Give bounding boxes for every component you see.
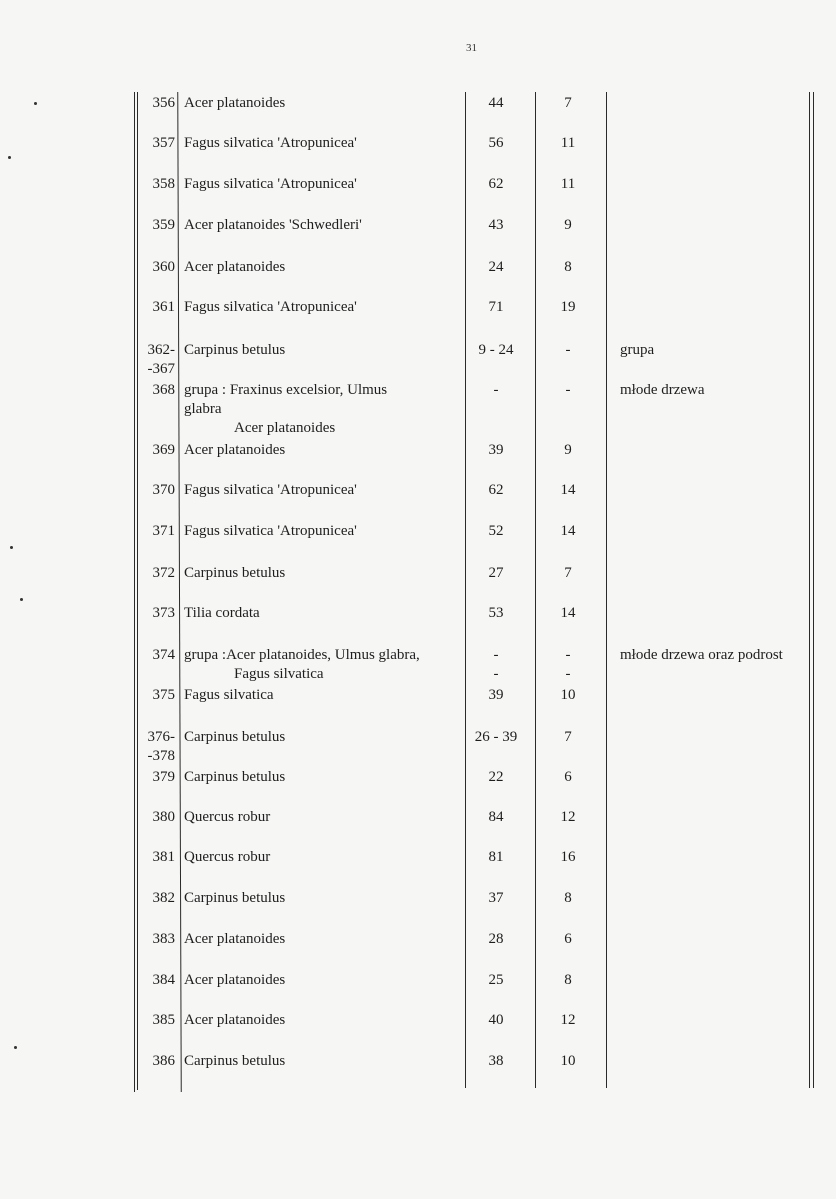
tree-number-cell [133, 971, 175, 990]
tree-number-continued: -367 [147, 361, 175, 377]
tree-number: 380 [152, 809, 175, 825]
height-cell [532, 604, 604, 623]
diameter-value: 53 [488, 605, 504, 621]
diameter-value: 22 [488, 769, 504, 785]
diameter-cell [456, 522, 536, 541]
table-row [0, 686, 836, 726]
height-value: 6 [564, 769, 572, 785]
diameter-value: 39 [488, 442, 504, 458]
species-name: Fagus silvatica 'Atropunicea' [184, 299, 357, 315]
height-value: 8 [564, 890, 572, 906]
height-cell [532, 341, 604, 360]
tree-number-cell [133, 216, 175, 235]
diameter-value: 43 [488, 217, 504, 233]
tree-number: 357 [152, 135, 175, 151]
tree-number: 381 [152, 849, 175, 865]
diameter-cell [456, 481, 536, 500]
tree-number-cell [133, 1052, 175, 1071]
height-value: 10 [560, 1053, 576, 1069]
diameter-value: 40 [488, 1012, 504, 1028]
height-cell [532, 1052, 604, 1071]
tree-number-cell [133, 298, 175, 317]
tree-number-cell [133, 646, 175, 665]
diameter-cell [456, 216, 536, 235]
species-name: Acer platanoides [184, 95, 286, 111]
diameter-value: 9 - 24 [478, 342, 514, 358]
table-row [0, 971, 836, 1011]
diameter-value: 84 [488, 809, 504, 825]
tree-number-cell [133, 175, 175, 194]
diameter-cell [456, 971, 536, 990]
table-row [0, 441, 836, 481]
species-name: grupa :Acer platanoides, Ulmus glabra, [184, 647, 420, 663]
height-value: 7 [564, 95, 572, 111]
species-name: Fagus silvatica 'Atropunicea' [184, 176, 357, 192]
height-cell [532, 728, 604, 747]
height-cell [532, 686, 604, 705]
table-row [0, 1052, 836, 1092]
tree-number: 370 [152, 482, 175, 498]
height-value-continued: - [565, 666, 571, 682]
height-value: 8 [564, 259, 572, 275]
diameter-value: 39 [488, 687, 504, 703]
species-name: Acer platanoides [184, 1012, 286, 1028]
diameter-value: 71 [488, 299, 504, 315]
diameter-value: 62 [488, 482, 504, 498]
tree-number-cell [133, 848, 175, 867]
height-value: 7 [564, 729, 572, 745]
height-value: - [565, 382, 571, 398]
height-cell [532, 134, 604, 153]
height-cell [532, 1011, 604, 1030]
species-name-continued: Acer platanoides [234, 420, 336, 436]
tree-number-cell [133, 381, 175, 400]
species-name: Carpinus betulus [184, 769, 286, 785]
diameter-value: 25 [488, 972, 504, 988]
species-name: Quercus robur [184, 809, 271, 825]
height-value: - [565, 647, 571, 663]
diameter-value: 27 [488, 565, 504, 581]
height-value: 14 [560, 523, 576, 539]
tree-number-cell [133, 564, 175, 583]
table-row [0, 564, 836, 604]
species-name: Carpinus betulus [184, 565, 286, 581]
note-cell: młode drzewa [620, 382, 705, 398]
species-name-continued: Fagus silvatica [234, 666, 324, 682]
diameter-value-continued: - [493, 666, 499, 682]
diameter-cell [456, 768, 536, 787]
diameter-value: 44 [488, 95, 504, 111]
diameter-cell [456, 1052, 536, 1071]
species-name: Quercus robur [184, 849, 271, 865]
tree-number-cell [133, 481, 175, 500]
height-cell [532, 94, 604, 113]
height-value: 12 [560, 809, 576, 825]
species-name: Carpinus betulus [184, 1053, 286, 1069]
diameter-value: 56 [488, 135, 504, 151]
tree-number-cell [133, 341, 175, 377]
tree-number: 372 [152, 565, 175, 581]
diameter-value: 62 [488, 176, 504, 192]
table-row [0, 134, 836, 174]
table-row [0, 889, 836, 929]
tree-number: 375 [152, 687, 175, 703]
diameter-cell [456, 298, 536, 317]
diameter-value: 52 [488, 523, 504, 539]
species-cell [184, 381, 424, 438]
height-cell [532, 808, 604, 827]
tree-number: 368 [152, 382, 175, 398]
height-cell [532, 441, 604, 460]
tree-number-cell [133, 808, 175, 827]
diameter-cell [456, 381, 536, 400]
species-name: Tilia cordata [184, 605, 260, 621]
height-cell [532, 216, 604, 235]
species-name: Acer platanoides [184, 259, 286, 275]
species-name: Fagus silvatica [184, 687, 274, 703]
diameter-value: - [493, 382, 499, 398]
tree-number: 385 [152, 1012, 175, 1028]
height-cell [532, 522, 604, 541]
diameter-value: 24 [488, 259, 504, 275]
species-name: Fagus silvatica 'Atropunicea' [184, 482, 357, 498]
diameter-cell [456, 134, 536, 153]
diameter-cell [456, 258, 536, 277]
height-cell [532, 258, 604, 277]
page-number: 31 [466, 42, 477, 54]
tree-number: 384 [152, 972, 175, 988]
species-name: Fagus silvatica 'Atropunicea' [184, 135, 357, 151]
height-value: 10 [560, 687, 576, 703]
tree-number: 383 [152, 931, 175, 947]
tree-number: 369 [152, 442, 175, 458]
diameter-cell [456, 930, 536, 949]
tree-number: 361 [152, 299, 175, 315]
table-row [0, 94, 836, 134]
diameter-cell [456, 564, 536, 583]
tree-number-cell [133, 522, 175, 541]
table-row [0, 646, 836, 686]
height-cell [532, 646, 604, 682]
table-row [0, 930, 836, 970]
species-name: Carpinus betulus [184, 342, 286, 358]
height-cell [532, 889, 604, 908]
tree-number-cell [133, 930, 175, 949]
species-name: Fagus silvatica 'Atropunicea' [184, 523, 357, 539]
height-cell [532, 298, 604, 317]
height-value: 6 [564, 931, 572, 947]
diameter-cell [456, 94, 536, 113]
diameter-value: 38 [488, 1053, 504, 1069]
height-cell [532, 564, 604, 583]
table-row [0, 808, 836, 848]
tree-number: 371 [152, 523, 175, 539]
species-name: Acer platanoides [184, 972, 286, 988]
height-cell [532, 481, 604, 500]
tree-number: 379 [152, 769, 175, 785]
tree-number-cell [133, 94, 175, 113]
diameter-value: 81 [488, 849, 504, 865]
table-row [0, 522, 836, 562]
height-value: - [565, 342, 571, 358]
tree-number: 358 [152, 176, 175, 192]
species-name: Carpinus betulus [184, 890, 286, 906]
species-name: grupa : Fraxinus excelsior, Ulmus glabra [184, 382, 388, 417]
table-row [0, 604, 836, 644]
height-value: 11 [560, 176, 576, 192]
height-value: 8 [564, 972, 572, 988]
height-value: 12 [560, 1012, 576, 1028]
tree-number-cell [133, 134, 175, 153]
table-row [0, 728, 836, 768]
diameter-cell [456, 728, 536, 747]
height-cell [532, 971, 604, 990]
height-value: 14 [560, 605, 576, 621]
diameter-value: 28 [488, 931, 504, 947]
tree-number-continued: -378 [147, 748, 175, 764]
tree-number: 374 [152, 647, 175, 663]
diameter-cell [456, 646, 536, 682]
table-row [0, 258, 836, 298]
diameter-cell [456, 1011, 536, 1030]
species-name: Acer platanoides [184, 931, 286, 947]
species-name: Carpinus betulus [184, 729, 286, 745]
diameter-cell [456, 604, 536, 623]
tree-number-cell [133, 604, 175, 623]
tree-number: 360 [152, 259, 175, 275]
diameter-value: 26 - 39 [474, 729, 518, 745]
height-value: 14 [560, 482, 576, 498]
species-cell [184, 646, 454, 684]
height-value: 9 [564, 217, 572, 233]
diameter-cell [456, 341, 536, 360]
height-value: 9 [564, 442, 572, 458]
height-cell [532, 381, 604, 400]
tree-number: 373 [152, 605, 175, 621]
table-row [0, 216, 836, 256]
height-cell [532, 848, 604, 867]
tree-number: 376- [147, 729, 175, 745]
diameter-cell [456, 175, 536, 194]
height-value: 7 [564, 565, 572, 581]
tree-number: 356 [152, 95, 175, 111]
table-row [0, 175, 836, 215]
diameter-value: 37 [488, 890, 504, 906]
tree-number-cell [133, 768, 175, 787]
height-value: 11 [560, 135, 576, 151]
tree-number: 362- [147, 342, 175, 358]
tree-number: 382 [152, 890, 175, 906]
tree-number-cell [133, 258, 175, 277]
diameter-cell [456, 808, 536, 827]
note-cell: grupa [620, 342, 655, 358]
table-row [0, 481, 836, 521]
tree-number-cell [133, 441, 175, 460]
height-cell [532, 768, 604, 787]
table-row [0, 1011, 836, 1051]
tree-number: 386 [152, 1053, 175, 1069]
height-value: 16 [560, 849, 576, 865]
table-row [0, 768, 836, 808]
tree-number-cell [133, 889, 175, 908]
diameter-cell [456, 848, 536, 867]
diameter-value: - [493, 647, 499, 663]
table-row [0, 341, 836, 381]
species-name: Acer platanoides 'Schwedleri' [184, 217, 362, 233]
species-name: Acer platanoides [184, 442, 286, 458]
note-cell: młode drzewa oraz podrost [620, 647, 783, 663]
height-cell [532, 175, 604, 194]
height-value: 19 [560, 299, 576, 315]
tree-number-cell [133, 1011, 175, 1030]
tree-number: 359 [152, 217, 175, 233]
table-row [0, 848, 836, 888]
diameter-cell [456, 889, 536, 908]
table-row [0, 381, 836, 436]
diameter-cell [456, 441, 536, 460]
diameter-cell [456, 686, 536, 705]
tree-number-cell [133, 686, 175, 705]
tree-number-cell [133, 728, 175, 764]
height-cell [532, 930, 604, 949]
table-row [0, 298, 836, 338]
